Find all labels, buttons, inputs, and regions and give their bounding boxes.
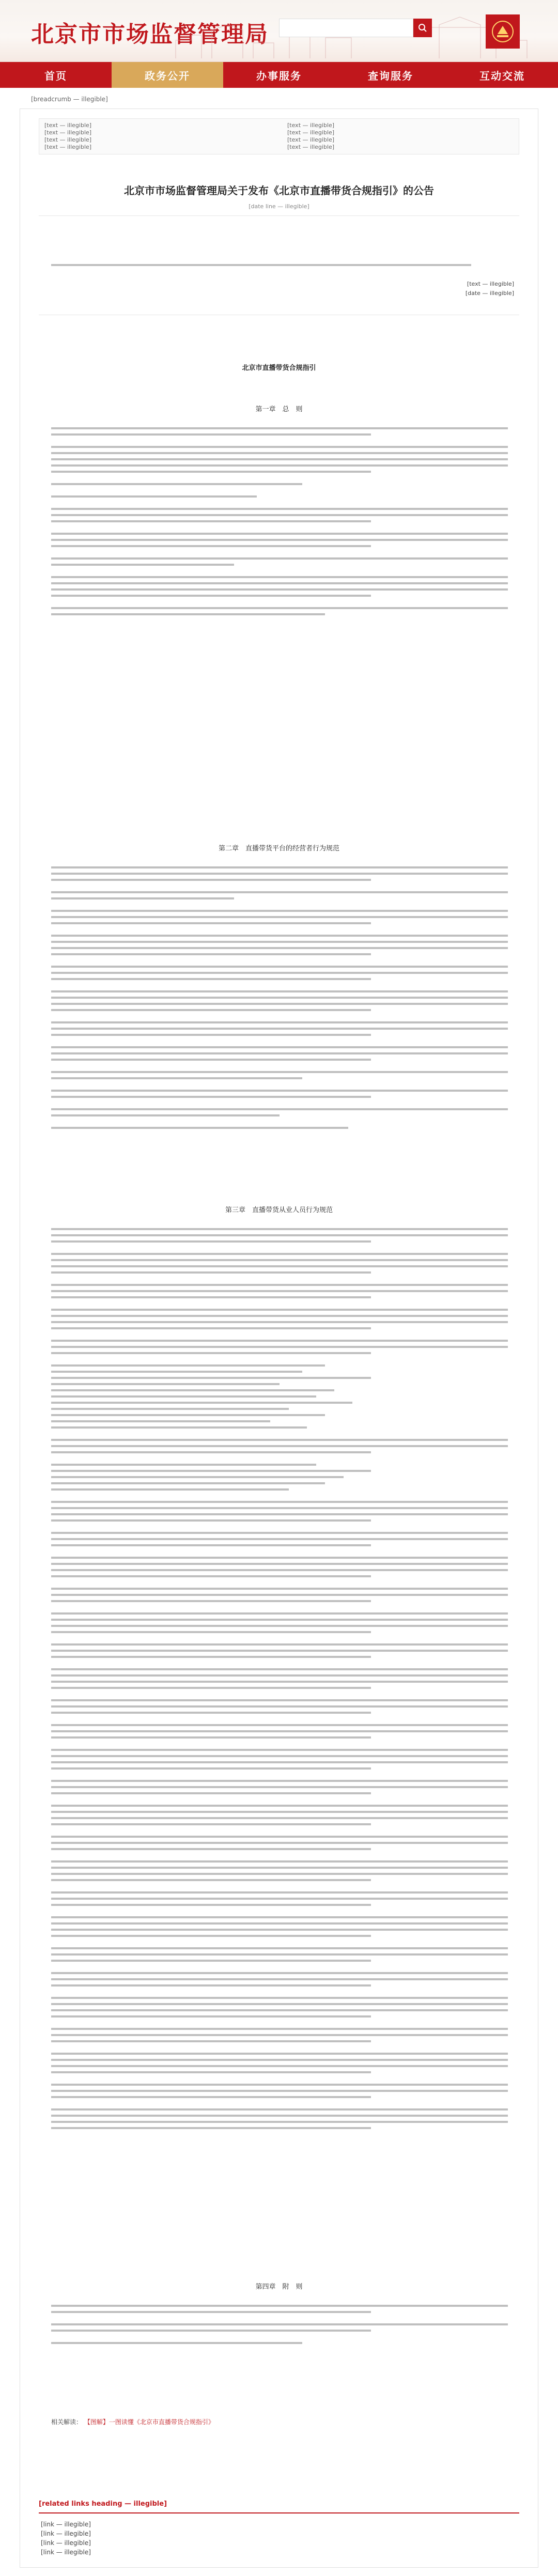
site-title[interactable]: 北京市市场监督管理局: [31, 21, 269, 48]
chapter-4-heading: 第四章 附 则: [255, 2283, 303, 2291]
nav-item-query[interactable]: 查询服务: [368, 69, 413, 82]
related-links-list: [41, 2520, 91, 2557]
publish-info: [date line — illegible]: [249, 203, 309, 210]
related-link-1[interactable]: [link — illegible]: [41, 2530, 91, 2537]
notice-signature: [text — illegible]: [467, 281, 514, 287]
content-frame: [20, 108, 538, 2568]
guide-title: 北京市直播带货合规指引: [242, 364, 316, 372]
meta-right-0: [text — illegible]: [287, 122, 335, 129]
chapter-1-body: [51, 427, 508, 619]
related-link-0[interactable]: [link — illegible]: [41, 2521, 91, 2528]
related-reading: [51, 2417, 214, 2426]
chapter-3-heading: 第三章 直播带货从业人员行为规范: [225, 1206, 333, 1214]
chapter-1-heading: 第一章 总 则: [255, 406, 303, 413]
emblem-logo[interactable]: [486, 14, 520, 49]
related-link-3[interactable]: [link — illegible]: [41, 2549, 91, 2556]
meta-left-1: [text — illegible]: [44, 129, 92, 136]
related-reading-label: 相关解读：: [51, 2418, 83, 2426]
site-header: [0, 0, 558, 62]
related-links-title: [related links heading — illegible]: [39, 2500, 519, 2513]
search-icon: [418, 23, 427, 33]
meta-left-2: [text — illegible]: [44, 136, 92, 143]
breadcrumb-text[interactable]: [breadcrumb — illegible]: [31, 96, 108, 103]
related-reading-link[interactable]: 【图解】一图读懂《北京市直播带货合规指引》: [84, 2418, 214, 2426]
emblem-icon: [490, 19, 516, 44]
meta-left-0: [text — illegible]: [44, 122, 92, 129]
nav-item-gov-open[interactable]: 政务公开: [112, 62, 223, 88]
chapter-3-body: [51, 1228, 508, 2133]
main-nav: [0, 62, 558, 88]
nav-item-home[interactable]: 首页: [44, 69, 67, 82]
nav-item-services[interactable]: 办事服务: [256, 69, 302, 82]
related-link-2[interactable]: [link — illegible]: [41, 2539, 91, 2547]
meta-right-3: [text — illegible]: [287, 144, 335, 150]
meta-right-1: [text — illegible]: [287, 129, 335, 136]
search-button[interactable]: [413, 19, 432, 37]
notice-date: [date — illegible]: [465, 290, 514, 297]
meta-right-2: [text — illegible]: [287, 136, 335, 143]
chapter-4-body: [51, 2305, 508, 2348]
breadcrumb[interactable]: [31, 93, 527, 105]
search-input[interactable]: [279, 19, 413, 37]
document-metadata: [39, 118, 519, 154]
meta-left-3: [text — illegible]: [44, 144, 92, 150]
divider: [39, 215, 519, 216]
chapter-2-body: [51, 866, 508, 1133]
page-title: 北京市市场监督管理局关于发布《北京市直播带货合规指引》的公告: [124, 184, 434, 197]
nav-item-interaction[interactable]: 互动交流: [479, 69, 525, 82]
notice-paragraph: [51, 264, 508, 270]
chapter-2-heading: 第二章 直播带货平台的经营者行为规范: [218, 845, 339, 852]
